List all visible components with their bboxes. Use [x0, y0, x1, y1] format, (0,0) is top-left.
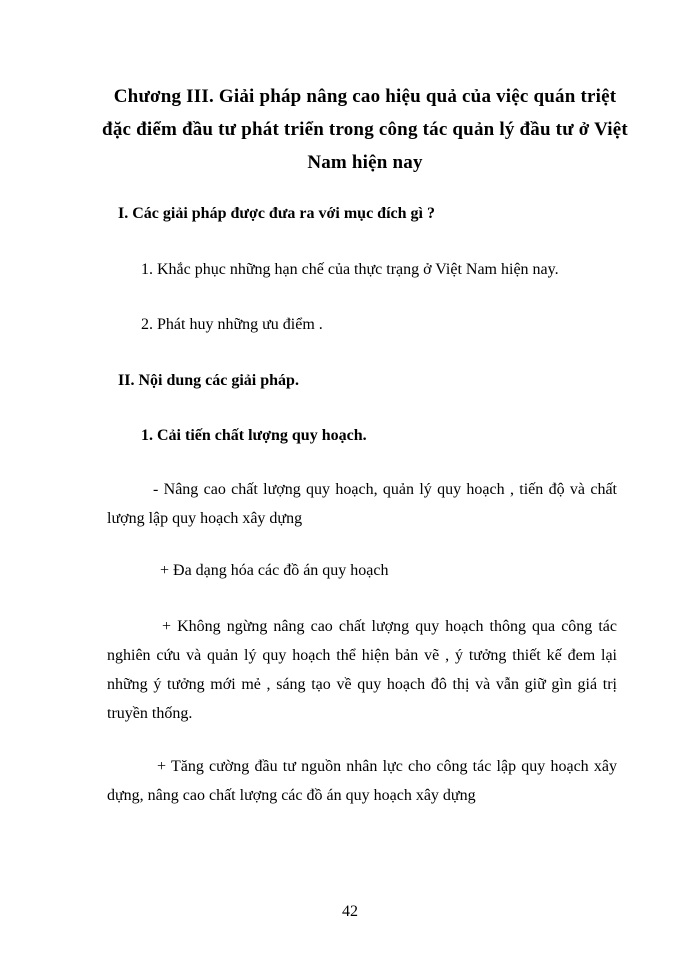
plus-item-quality-paragraph	[107, 612, 617, 728]
bullet-main-line-1: - Nâng cao chất lượng quy hoạch, quản lý quy hoạch , tiến độ và chất	[153, 481, 617, 498]
bullet-main-paragraph	[107, 475, 617, 533]
section-2-heading: II. Nội dung các giải pháp.	[118, 372, 299, 389]
section-1-item-2: 2. Phát huy những ưu điểm .	[141, 316, 323, 333]
section-1-heading: I. Các giải pháp được đưa ra với mục đích gì ?	[118, 205, 435, 222]
plus-item-human-resources-paragraph	[107, 752, 617, 810]
plus-2-line-1: + Không ngừng nâng cao chất lượng quy hoạch thông qua công tác	[162, 618, 617, 635]
plus-2-line-2: nghiên cứu và quản lý quy hoạch thể hiện bản vẽ , ý tưởng thiết kế đem lại	[107, 647, 617, 664]
plus-2-line-3: những ý tưởng mới mẻ , sáng tạo về quy hoạch đô thị và vẫn giữ gìn giá trị	[107, 676, 617, 693]
plus-3-line-1: + Tăng cường đầu tư nguồn nhân lực cho công tác lập quy hoạch xây	[157, 758, 617, 775]
plus-2-line-4: truyền thống.	[107, 705, 193, 722]
section-1-item-1: 1. Khắc phục những hạn chế của thực trạng ở Việt Nam hiện nay.	[141, 261, 559, 278]
page-number: 42	[342, 903, 358, 920]
plus-3-line-2: dựng, nâng cao chất lượng các đồ án quy hoạch xây dựng	[107, 787, 476, 804]
plus-item-diversify: + Đa dạng hóa các đồ án quy hoạch	[160, 562, 389, 579]
bullet-main-line-2: lượng lập quy hoạch xây dựng	[107, 510, 303, 527]
subsection-heading-planning: 1. Cải tiến chất lượng quy hoạch.	[141, 427, 367, 444]
chapter-title: Chương III. Giải pháp nâng cao hiệu quả của việc quán triệt đặc điểm đầu tư phát triển trong công tác quản lý đầu tư ở Việt Nam hiện nay	[102, 86, 628, 173]
